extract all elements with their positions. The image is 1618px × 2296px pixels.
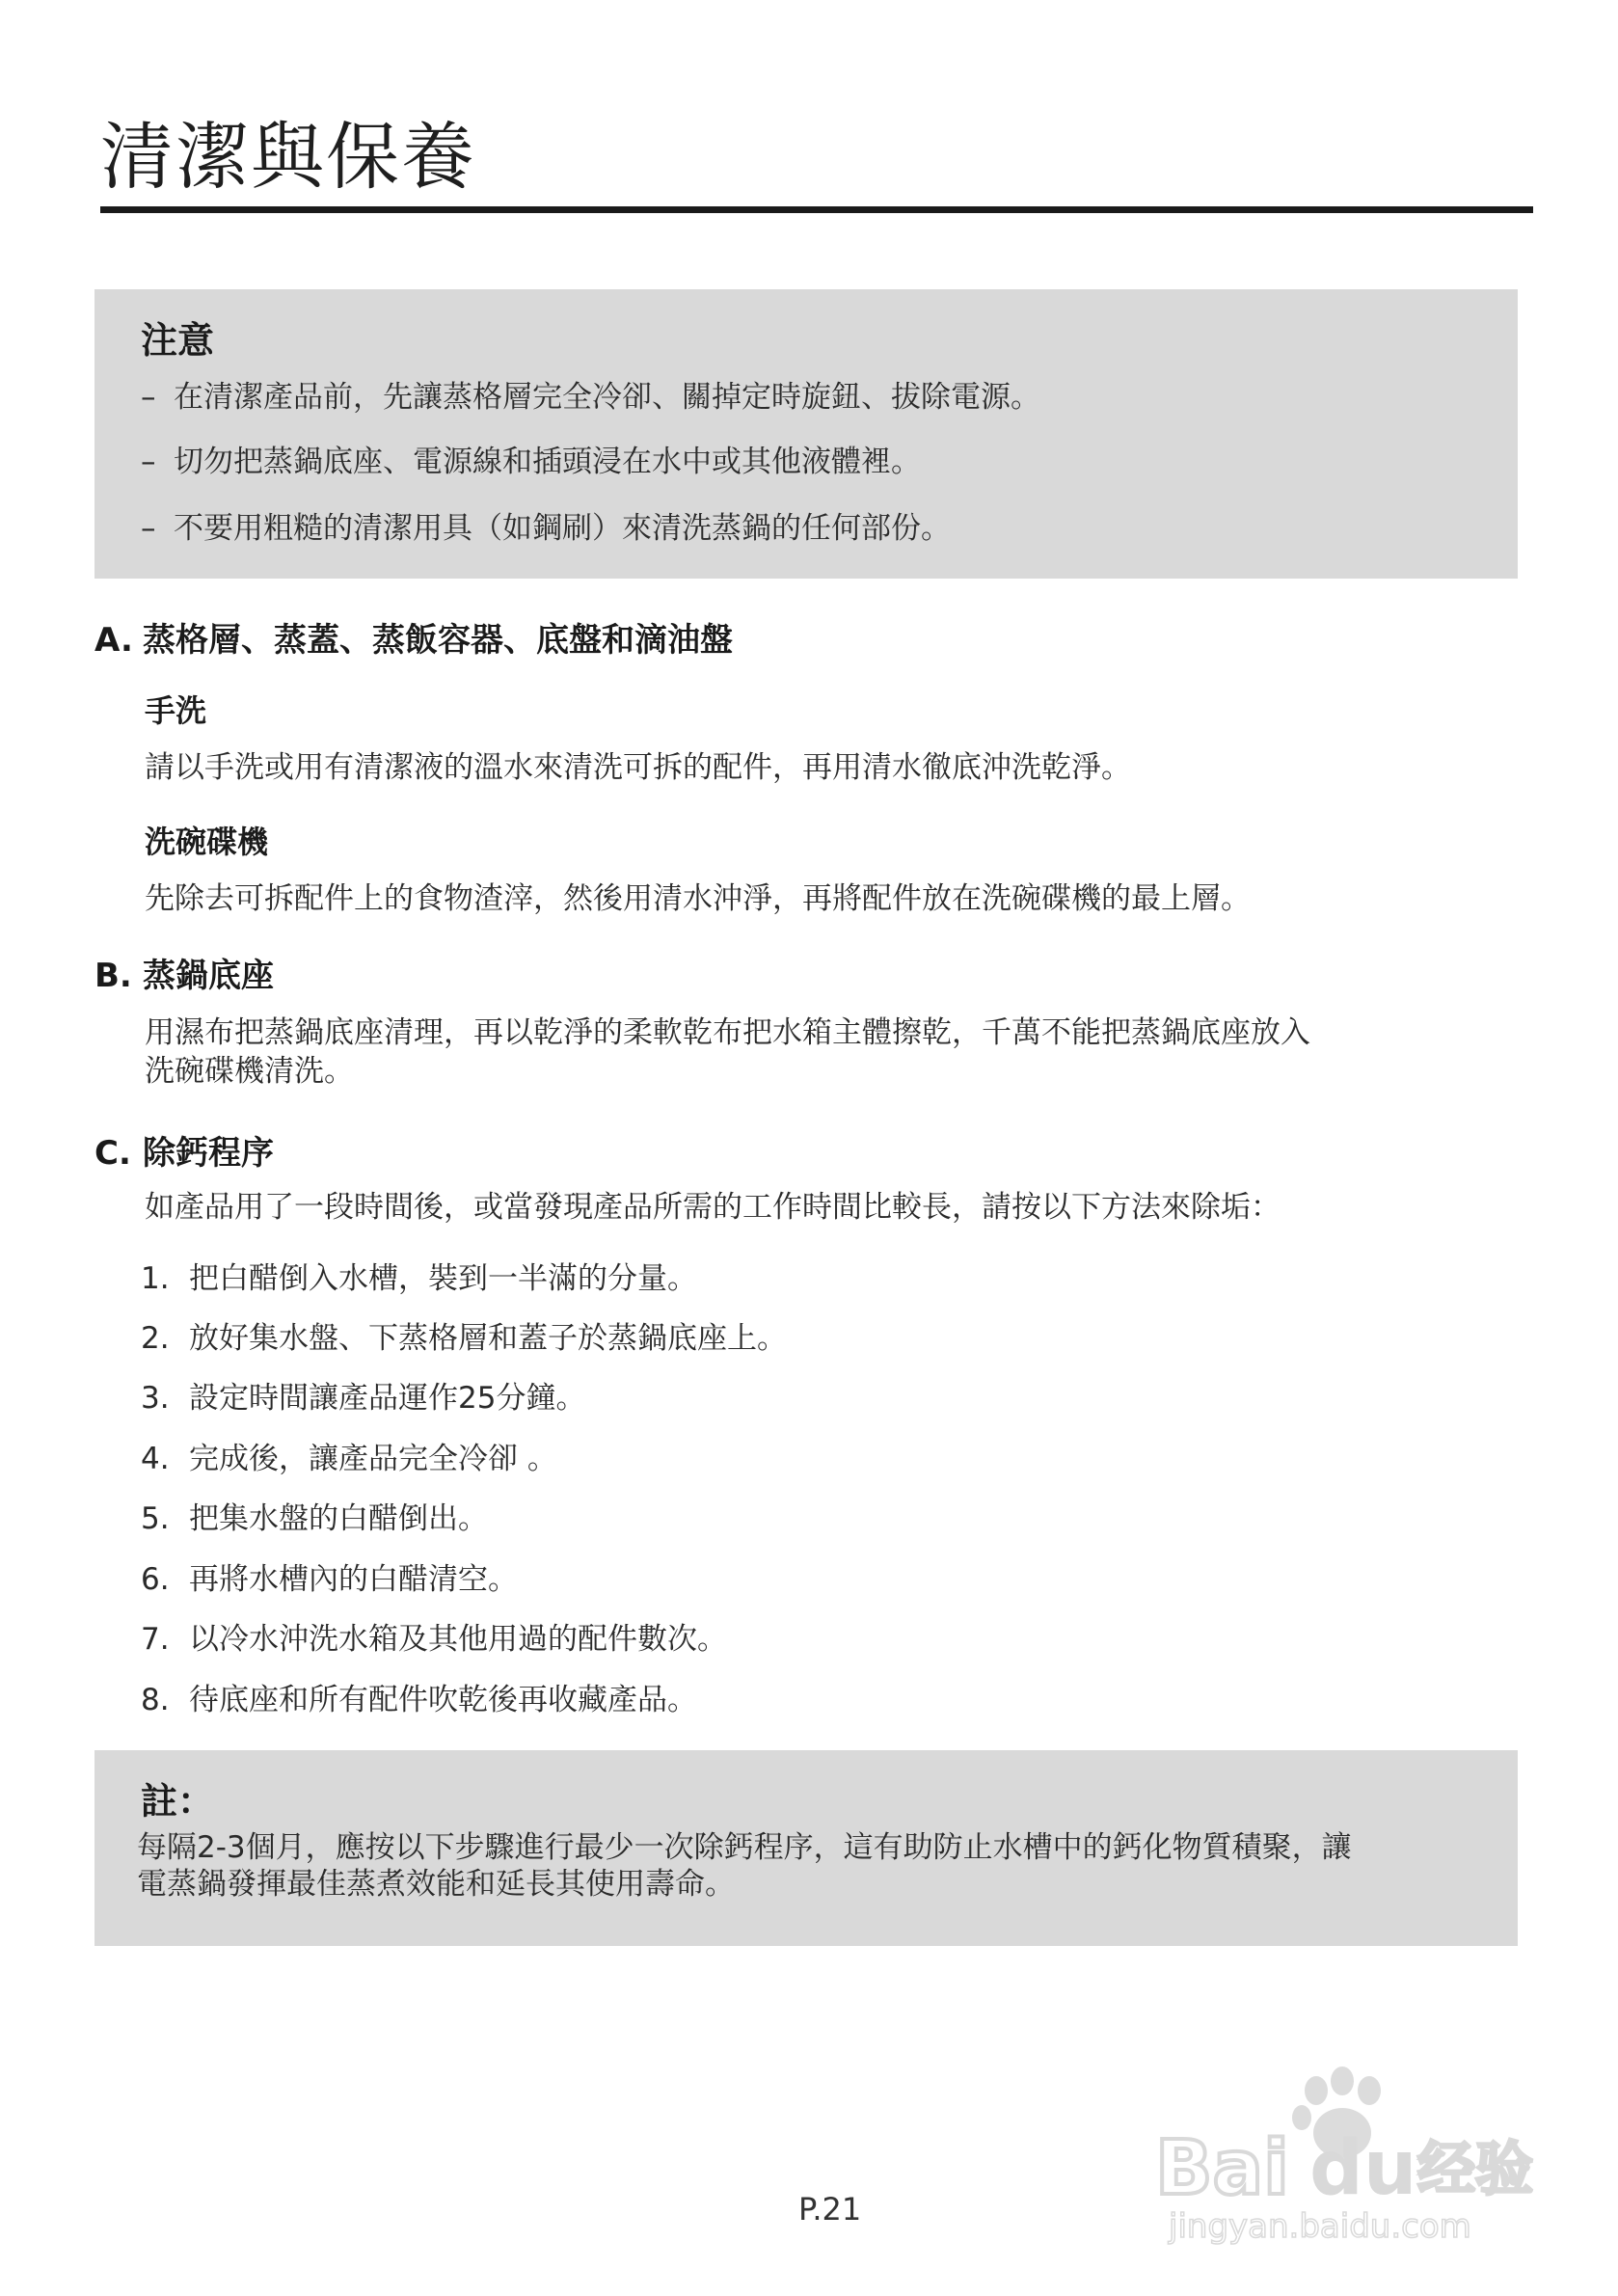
step-text: 把集水盤的白醋倒出。 xyxy=(189,1501,488,1536)
dishwasher-text: 先除去可拆配件上的食物渣滓，然後用清水沖淨，再將配件放在洗碗碟機的最上層。 xyxy=(145,881,1251,916)
step-number: 6. xyxy=(141,1562,170,1597)
notice-box xyxy=(94,289,1518,579)
page-number: P.21 xyxy=(798,2191,862,2228)
list-item xyxy=(141,1554,518,1598)
svg-text:经验: 经验 xyxy=(1417,2136,1533,2203)
list-item xyxy=(141,1254,697,1297)
step-text: 待底座和所有配件吹乾後再收藏產品。 xyxy=(189,1683,697,1717)
page-title: 清潔與保養 xyxy=(100,114,476,200)
step-number: 5. xyxy=(141,1501,170,1536)
step-text: 再將水槽內的白醋清空。 xyxy=(189,1562,518,1597)
notice-item-marker: – xyxy=(141,380,156,415)
list-item xyxy=(141,1494,488,1537)
step-text: 設定時間讓產品運作25分鐘。 xyxy=(189,1381,586,1416)
list-item xyxy=(141,1373,585,1417)
svg-text:Bai: Bai xyxy=(1155,2125,1289,2212)
step-text: 以冷水沖洗水箱及其他用過的配件數次。 xyxy=(189,1622,727,1657)
section-b-heading xyxy=(94,949,274,996)
section-letter: C. xyxy=(94,1134,131,1173)
step-number: 4. xyxy=(141,1442,170,1476)
note-text-line2: 電蒸鍋發揮最佳蒸煮效能和延長其使用壽命。 xyxy=(137,1867,735,1902)
notice-item xyxy=(141,372,1040,416)
step-text: 放好集水盤、下蒸格層和蓋子於蒸鍋底座上。 xyxy=(189,1321,787,1356)
notice-item xyxy=(141,437,921,480)
baidu-watermark-logo xyxy=(1138,2054,1543,2247)
step-number: 3. xyxy=(141,1381,170,1416)
dishwasher-heading: 洗碗碟機 xyxy=(145,824,269,860)
note-title: 註： xyxy=(141,1780,215,1823)
notice-item-marker: – xyxy=(141,511,156,546)
svg-text:jingyan.baidu.com: jingyan.baidu.com xyxy=(1169,2207,1471,2246)
section-title: 除鈣程序 xyxy=(143,1134,274,1173)
notice-item-marker: – xyxy=(141,445,156,479)
note-box xyxy=(94,1750,1518,1946)
note-text-line1: 每隔2-3個月，應按以下步驟進行最少一次除鈣程序，這有助防止水槽中的鈣化物質積聚，讓 xyxy=(137,1830,1352,1865)
notice-item xyxy=(141,503,951,547)
step-number: 7. xyxy=(141,1622,170,1657)
list-item xyxy=(141,1614,727,1658)
list-item xyxy=(141,1313,787,1357)
step-number: 8. xyxy=(141,1683,170,1717)
step-number: 1. xyxy=(141,1261,170,1296)
section-b-text-line2: 洗碗碟機清洗。 xyxy=(145,1054,354,1089)
title-divider xyxy=(100,206,1533,213)
svg-text:du: du xyxy=(1309,2125,1417,2212)
list-item xyxy=(141,1434,557,1477)
hand-wash-heading: 手洗 xyxy=(145,692,207,729)
step-text: 完成後，讓產品完全冷卻 。 xyxy=(189,1442,557,1476)
notice-title: 注意 xyxy=(141,319,215,362)
section-c-intro: 如產品用了一段時間後，或當發現產品所需的工作時間比較長，請按以下方法來除垢： xyxy=(145,1190,1281,1225)
notice-item-text: 切勿把蒸鍋底座、電源線和插頭浸在水中或其他液體裡。 xyxy=(174,445,921,479)
section-b-text-line1: 用濕布把蒸鍋底座清理，再以乾淨的柔軟乾布把水箱主體擦乾，千萬不能把蒸鍋底座放入 xyxy=(145,1015,1310,1050)
section-c-heading xyxy=(94,1126,274,1174)
notice-item-text: 在清潔產品前，先讓蒸格層完全冷卻、關掉定時旋鈕、拔除電源。 xyxy=(174,380,1040,415)
note-text xyxy=(137,1829,1352,1903)
section-title: 蒸鍋底座 xyxy=(143,957,274,995)
hand-wash-text: 請以手洗或用有清潔液的溫水來清洗可拆的配件，再用清水徹底沖洗乾淨。 xyxy=(145,750,1131,785)
step-number: 2. xyxy=(141,1321,170,1356)
step-text: 把白醋倒入水槽，裝到一半滿的分量。 xyxy=(189,1261,697,1296)
section-title: 蒸格層、蒸蓋、蒸飯容器、底盤和滴油盤 xyxy=(143,621,733,660)
notice-item-text: 不要用粗糙的清潔用具（如鋼刷）來清洗蒸鍋的任何部份。 xyxy=(174,511,951,546)
list-item xyxy=(141,1675,697,1718)
section-letter: B. xyxy=(94,957,132,995)
section-letter: A. xyxy=(94,621,133,660)
section-a-heading xyxy=(94,613,733,661)
